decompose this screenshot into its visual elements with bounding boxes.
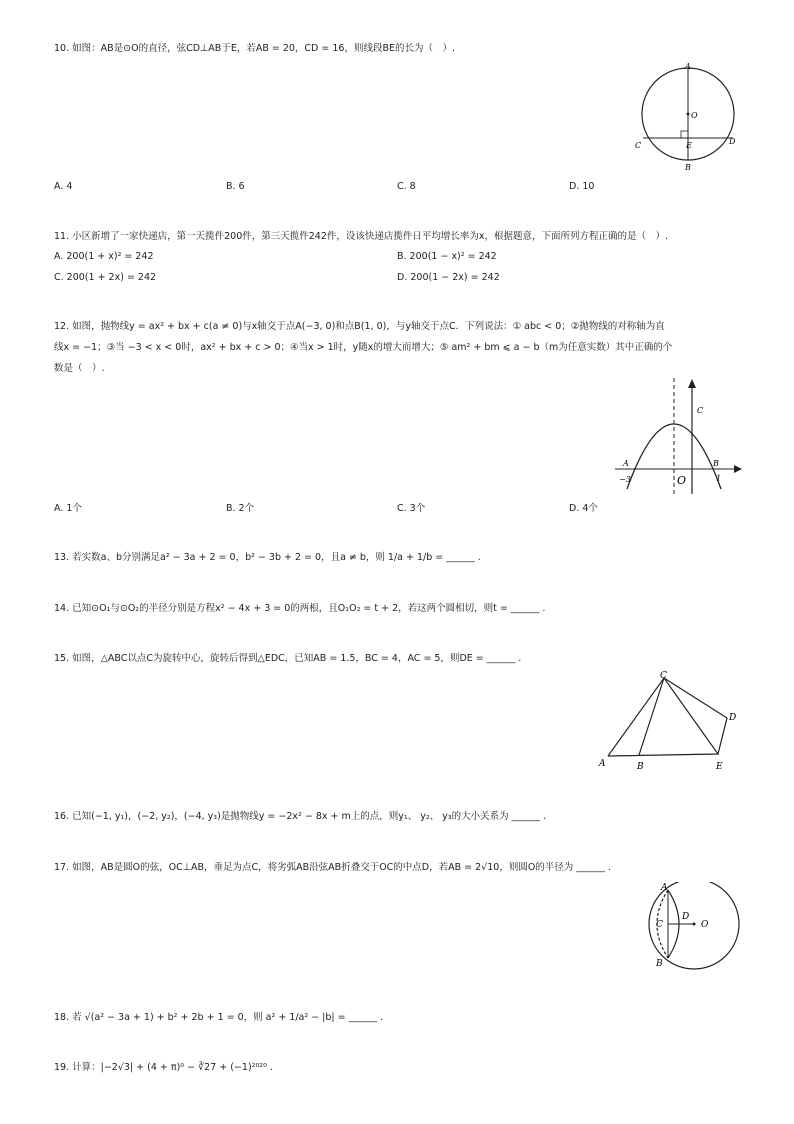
q17-label-C: C xyxy=(656,920,663,930)
q10-label-O: O xyxy=(691,111,698,120)
q12-stem-line-2: 线x = −1；③当 −3 < x < 0时，ax² + bx + c > 0；④当x > 1时，y随x的增大而增大；⑤ am² + bm ⩽ a − b（m为任意实数）其中正确的个 xyxy=(54,342,673,353)
q12-option-b: B. 2个 xyxy=(226,503,255,514)
q10-label-B: B xyxy=(685,163,691,172)
q15-label-C: C xyxy=(660,671,667,681)
q15-label-B: B xyxy=(637,762,644,772)
q10-label-C: C xyxy=(635,141,642,150)
q12-option-c: C. 3个 xyxy=(397,503,426,514)
q15-label-A: A xyxy=(599,759,606,769)
q12-label-O: O xyxy=(677,474,687,487)
q15-triangle-figure xyxy=(594,666,744,776)
q10-label-E: E xyxy=(686,141,692,150)
q12-label-C: C xyxy=(697,406,704,415)
q10-option-b: B. 6 xyxy=(226,181,245,192)
q15-label-E: E xyxy=(716,762,723,772)
q17-circle-figure xyxy=(644,882,744,972)
q15-label-D: D xyxy=(729,713,737,723)
q12-label-A: A xyxy=(623,459,629,468)
q10-circle-figure xyxy=(628,60,748,175)
q19-stem: 19. 计算：|−2√3| + (4 + π)⁰ − ∛27 + (−1)²⁰²⁰ . xyxy=(54,1062,273,1073)
q11-option-d: D. 200(1 − 2x) = 242 xyxy=(397,272,500,283)
q12-option-a: A. 1个 xyxy=(54,503,82,514)
q12-label-one: 1 xyxy=(716,474,722,483)
q12-parabola-figure xyxy=(612,374,747,499)
q10-stem: 10. 如图：AB是⊙O的直径，弦CD⊥AB于E，若AB = 20，CD = 16，则线段BE的长为（ ）. xyxy=(54,43,456,54)
q12-label-neg3: −3 xyxy=(619,475,631,484)
q15-stem: 15. 如图，△ABC以点C为旋转中心，旋转后得到△EDC，已知AB = 1.5，BC = 4，AC = 5，则DE = ______ . xyxy=(54,653,522,664)
q13-stem: 13. 若实数a、b分别满足a² − 3a + 2 = 0，b² − 3b + 2 = 0，且a ≠ b，则 1/a + 1/b = ______ . xyxy=(54,552,481,563)
q10-option-c: C. 8 xyxy=(397,181,416,192)
q12-stem-line-1: 12. 如图，抛物线y = ax² + bx + c(a ≠ 0)与x轴交于点A(−3, 0)和点B(1, 0)，与y轴交于点C．下列说法：① abc < 0；②抛物线的对称轴为直 xyxy=(54,321,665,332)
q11-option-c: C. 200(1 + 2x) = 242 xyxy=(54,272,157,283)
q10-label-D: D xyxy=(729,137,736,146)
q17-label-B: B xyxy=(656,959,663,969)
q10-option-d: D. 10 xyxy=(569,181,595,192)
q12-option-d: D. 4个 xyxy=(569,503,598,514)
q17-stem: 17. 如图，AB是圆O的弦，OC⊥AB，垂足为点C，将劣弧AB沿弦AB折叠交于OC的中点D，若AB = 2√10，则圆O的半径为 ______ . xyxy=(54,862,611,873)
q14-stem: 14. 已知⊙O₁与⊙O₂的半径分别是方程x² − 4x + 3 = 0的两根，且O₁O₂ = t + 2，若这两个圆相切，则t = ______ . xyxy=(54,603,546,614)
q18-stem: 18. 若 √(a² − 3a + 1) + b² + 2b + 1 = 0，则 a² + 1/a² − |b| = ______ . xyxy=(54,1012,384,1023)
q11-option-a: A. 200(1 + x)² = 242 xyxy=(54,251,154,262)
q11-stem: 11. 小区新增了一家快递店，第一天揽件200件，第三天揽件242件，设该快递店揽件日平均增长率为x，根据题意，下面所列方程正确的是（ ）. xyxy=(54,231,669,242)
q10-label-A: A xyxy=(685,62,691,71)
q17-label-O: O xyxy=(701,920,709,930)
q12-label-B: B xyxy=(713,459,719,468)
q17-label-A: A xyxy=(661,883,668,893)
q16-stem: 16. 已知(−1, y₁)，(−2, y₂)，(−4, y₃)是抛物线y = −2x² − 8x + m上的点，则y₁、 y₂、 y₃的大小关系为 ______ . xyxy=(54,811,547,822)
q11-option-b: B. 200(1 − x)² = 242 xyxy=(397,251,497,262)
q10-option-a: A. 4 xyxy=(54,181,73,192)
q12-stem-line-3: 数是（ ）. xyxy=(54,363,105,374)
q17-label-D: D xyxy=(682,912,690,922)
